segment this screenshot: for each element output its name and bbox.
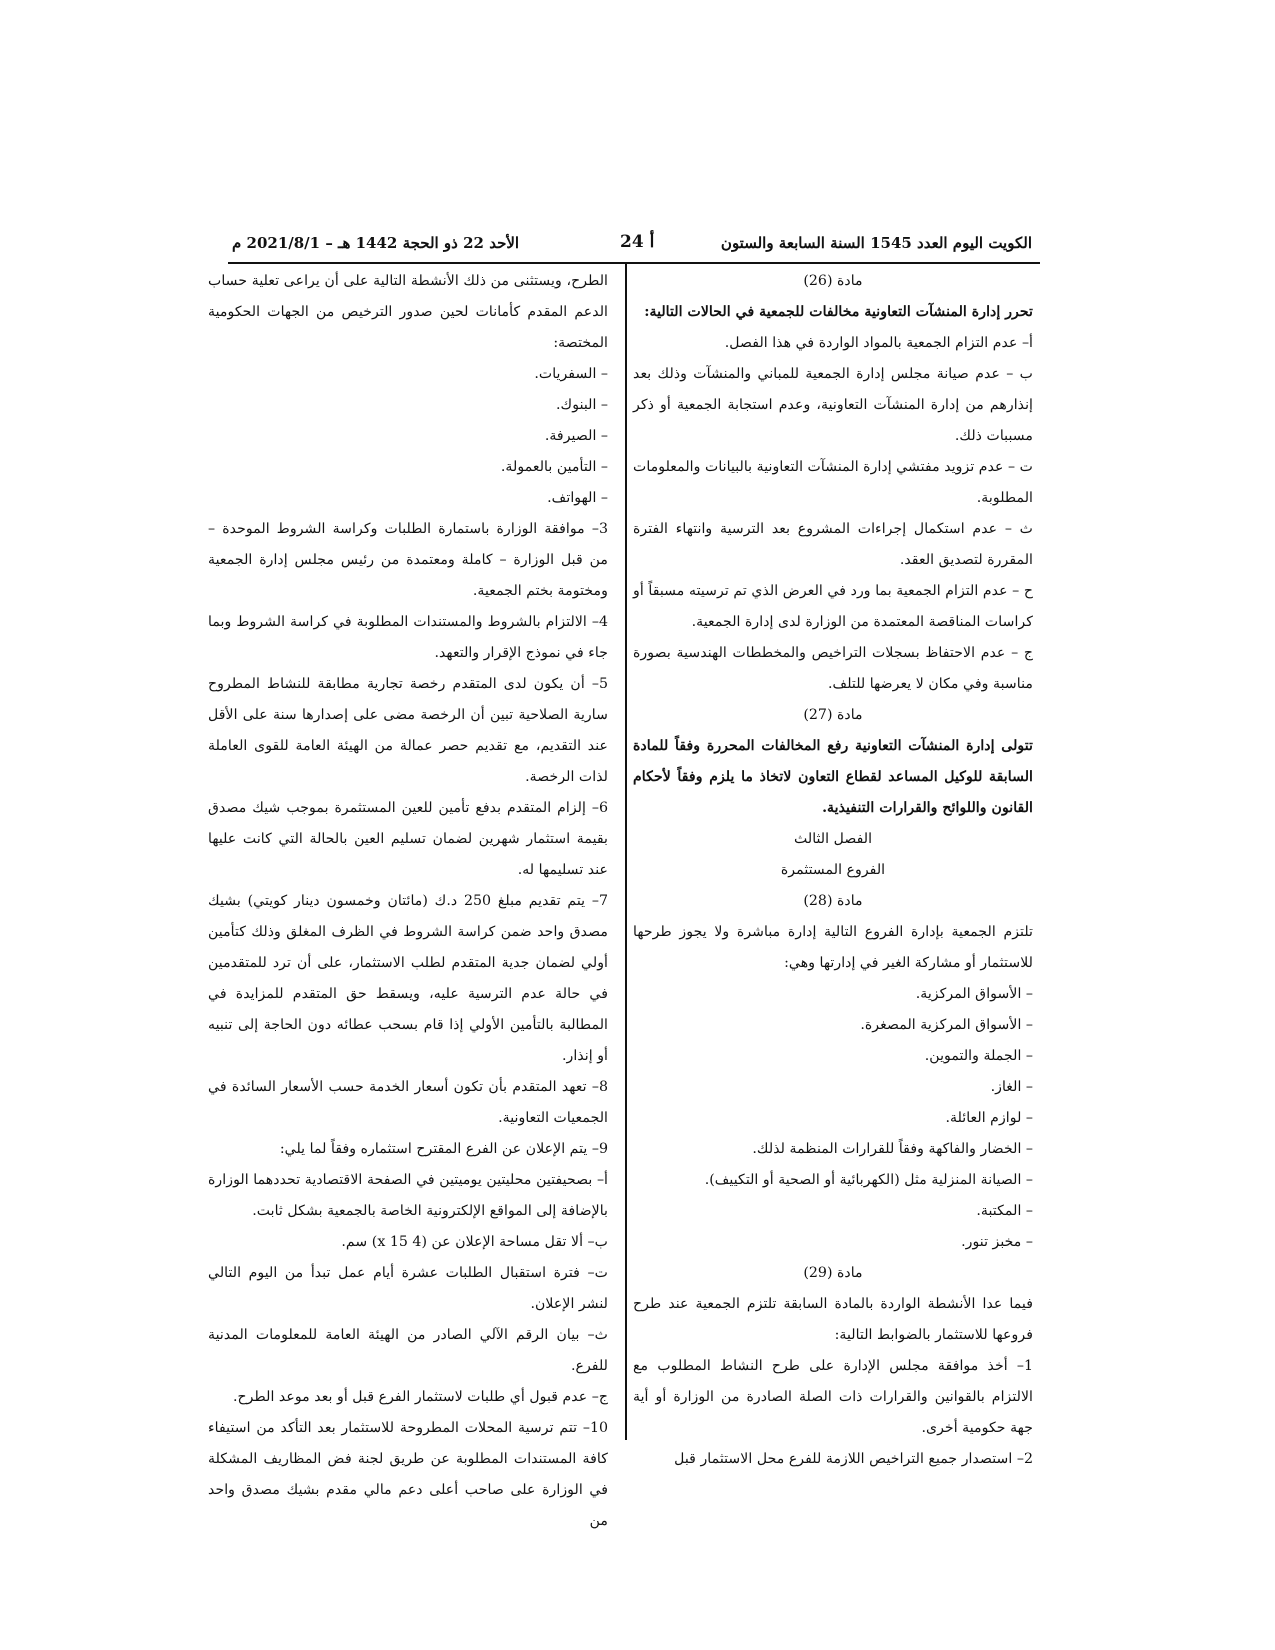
paragraph: 8– تعهد المتقدم بأن تكون أسعار الخدمة حسب الأسعار السائدة في الجمعيات التعاونية. — [208, 1079, 608, 1126]
paragraph: – لوازم العائلة. — [945, 1110, 1033, 1126]
paragraph: – التأمين بالعمولة. — [500, 459, 608, 475]
article-heading: مادة (27) — [803, 707, 863, 723]
paragraph: 10– تتم ترسية المحلات المطروحة للاستثمار بعد التأكد من استيفاء كافة المستندات المطلوبة عن طريق لجنة فض المظاريف المشكلة في الوزارة على صاحب أعلى دعم مالي مقدم بشيك مصدق واحد من — [208, 1420, 608, 1529]
paragraph: تحرر إدارة المنشآت التعاونية مخالفات للجمعية في الحالات التالية: — [644, 304, 1033, 320]
paragraph: أ– عدم التزام الجمعية بالمواد الواردة في هذا الفصل. — [724, 335, 1033, 351]
column-divider — [625, 262, 627, 1440]
paragraph: 9– يتم الإعلان عن الفرع المقترح استثماره وفقاً لما يلي: — [279, 1141, 608, 1157]
article-heading: مادة (29) — [803, 1265, 863, 1281]
paragraph: 6– إلزام المتقدم بدفع تأمين للعين المستثمرة بموجب شيك مصدق بقيمة استثمار شهرين لضمان تسليم العين بالحالة التي كانت عليها عند تسليمها له. — [208, 800, 608, 878]
paragraph: 2– استصدار جميع التراخيص اللازمة للفرع محل الاستثمار قبل — [674, 1451, 1033, 1467]
paragraph: ج– عدم قبول أي طلبات لاستثمار الفرع قبل أو بعد موعد الطرح. — [233, 1389, 608, 1405]
paragraph: – المكتبة. — [976, 1203, 1033, 1219]
paragraph: ب – عدم صيانة مجلس إدارة الجمعية للمباني والمنشآت وذلك بعد إنذارهم من إدارة المنشآت التعاونية، وعدم استجابة الجمعية أو ذكر مسببات ذلك. — [633, 366, 1033, 444]
paragraph: ث – عدم استكمال إجراءات المشروع بعد الترسية وانتهاء الفترة المقررة لتصديق العقد. — [633, 521, 1033, 568]
paragraph: 5– أن يكون لدى المتقدم رخصة تجارية مطابقة للنشاط المطروح سارية الصلاحية تبين أن الرخصة مضى على إصدارها سنة على الأقل عند التقديم، مع تقديم حصر عمالة من الهيئة العامة للقوى العاملة لذات الرخصة. — [208, 676, 608, 785]
article-heading: الفصل الثالث — [793, 831, 873, 847]
header-page-number: أ 24 — [620, 232, 655, 252]
paragraph: ت– فترة استقبال الطلبات عشرة أيام عمل تبدأ من اليوم التالي لنشر الإعلان. — [208, 1265, 608, 1312]
paragraph: – الغاز. — [990, 1079, 1033, 1095]
paragraph: الطرح، ويستثنى من ذلك الأنشطة التالية على أن يراعى تعلية حساب الدعم المقدم كأمانات لحين صدور الترخيص من الجهات الحكومية المختصة: — [208, 273, 608, 351]
paragraph: – الجملة والتموين. — [924, 1048, 1033, 1064]
paragraph: ث– بيان الرقم الآلي الصادر من الهيئة العامة للمعلومات المدنية للفرع. — [208, 1327, 608, 1374]
article-heading: الفروع المستثمرة — [780, 862, 886, 878]
paragraph: – الهواتف. — [547, 490, 608, 506]
header-gazette-issue: الكويت اليوم العدد 1545 السنة السابعة والستون — [720, 234, 1032, 252]
page-header — [228, 232, 1040, 264]
paragraph: – السفريات. — [534, 366, 608, 382]
paragraph: – الأسواق المركزية المصغرة. — [860, 1017, 1033, 1033]
paragraph: 1– أخذ موافقة مجلس الإدارة على طرح النشاط المطلوب مع الالتزام بالقوانين والقرارات ذات الصلة الصادرة من الوزارة أو أية جهة حكومية أخرى. — [633, 1358, 1033, 1436]
left-column — [208, 266, 608, 1537]
paragraph: 3– موافقة الوزارة باستمارة الطلبات وكراسة الشروط الموحدة – من قبل الوزارة – كاملة ومعتمدة من رئيس مجلس إدارة الجمعية ومختومة بختم الجمعية. — [208, 521, 608, 599]
article-heading: مادة (28) — [803, 893, 863, 909]
paragraph: – مخبز تنور. — [961, 1234, 1033, 1250]
header-date: الأحد 22 ذو الحجة 1442 هـ – 2021/8/1 م — [232, 234, 520, 252]
paragraph: – الأسواق المركزية. — [915, 986, 1033, 1002]
paragraph: أ– بصحيفتين محليتين يوميتين في الصفحة الاقتصادية تحددهما الوزارة بالإضافة إلى المواقع الإلكترونية الخاصة بالجمعية بشكل ثابت. — [208, 1172, 608, 1219]
paragraph: ج – عدم الاحتفاظ بسجلات التراخيص والمخططات الهندسية بصورة مناسبة وفي مكان لا يعرضها للتلف. — [633, 645, 1033, 692]
paragraph: ح – عدم التزام الجمعية بما ورد في العرض الذي تم ترسيته مسبقاً أو كراسات المناقصة المعتمدة من الوزارة لدى إدارة الجمعية. — [633, 583, 1033, 630]
paragraph: 7– يتم تقديم مبلغ 250 د.ك (مائتان وخمسون دينار كويتي) بشيك مصدق واحد ضمن كراسة الشروط في الظرف المغلق وذلك كتأمين أولي لضمان جدية المتقدم لطلب الاستثمار، على أن ترد للمتقدمين في حالة عدم الترسية عليه، ويسقط حق المتقدم للمزايدة في المطالبة بالتأمين الأولي إذا قام بسحب عطائه دون الحاجة إلى تنبيه أو إنذار. — [208, 893, 608, 1064]
paragraph: تلتزم الجمعية بإدارة الفروع التالية إدارة مباشرة ولا يجوز طرحها للاستثمار أو مشاركة الغير في إدارتها وهي: — [633, 924, 1033, 971]
paragraph: ب– ألا تقل مساحة الإعلان عن (4 x 15) سم. — [341, 1234, 608, 1250]
paragraph: – البنوك. — [556, 397, 608, 413]
article-heading: مادة (26) — [803, 273, 863, 289]
right-column — [633, 266, 1033, 1475]
paragraph: 4– الالتزام بالشروط والمستندات المطلوبة في كراسة الشروط وبما جاء في نموذج الإقرار والتعهد. — [208, 614, 608, 661]
paragraph: – الصيانة المنزلية مثل (الكهربائية أو الصحية أو التكييف). — [704, 1172, 1033, 1188]
paragraph: – الصيرفة. — [544, 428, 608, 444]
paragraph: فيما عدا الأنشطة الواردة بالمادة السابقة تلتزم الجمعية عند طرح فروعها للاستثمار بالضوابط التالية: — [633, 1296, 1033, 1343]
paragraph: – الخضار والفاكهة وفقاً للقرارات المنظمة لذلك. — [752, 1141, 1033, 1157]
paragraph: تتولى إدارة المنشآت التعاونية رفع المخالفات المحررة وفقاً للمادة السابقة للوكيل المساعد لقطاع التعاون لاتخاذ ما يلزم وفقاً لأحكام القانون واللوائح والقرارات التنفيذية. — [633, 738, 1033, 816]
paragraph: ت – عدم تزويد مفتشي إدارة المنشآت التعاونية بالبيانات والمعلومات المطلوبة. — [633, 459, 1033, 506]
